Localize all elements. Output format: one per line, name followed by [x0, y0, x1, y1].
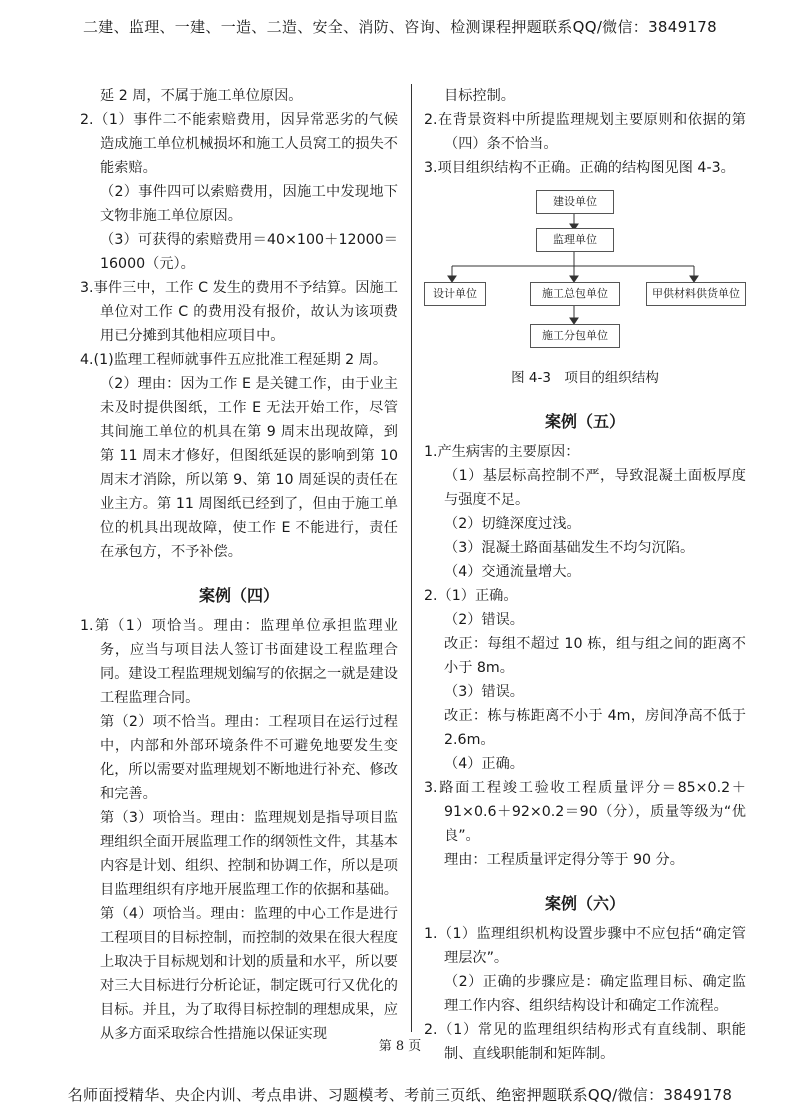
- paragraph: （2）错误。: [444, 612, 524, 628]
- paragraph: 1.（1）监理组织机构设置步骤中不应包括“确定管理层次”。: [424, 926, 746, 966]
- node-design: 设计单位: [424, 282, 486, 306]
- left-column: [80, 84, 398, 1046]
- header-banner: 二建、监理、一建、一造、二造、安全、消防、咨询、检测课程押题联系QQ/微信：3849178: [83, 18, 717, 36]
- footer-banner: 名师面授精华、央企内训、考点串讲、习题模考、考前三页纸、绝密押题联系QQ/微信：3849178: [67, 1086, 733, 1104]
- node-supervisor: 监理单位: [536, 228, 614, 252]
- org-chart-figure: [424, 184, 746, 364]
- paragraph: 第（2）项不恰当。理由：工程项目在运行过程中，内部和外部环境条件不可避免地要发生变化，所以需要对监理规划不断地进行补充、修改和完善。: [100, 714, 398, 802]
- section-heading-case-6: 案例（六）: [544, 894, 625, 913]
- figure-caption: 图 4-3 项目的组织结构: [511, 370, 659, 386]
- paragraph: 2.（1）事件二不能索赔费用，因异常恶劣的气候造成施工单位机械损坏和施工人员窝工的损失不能索赔。: [80, 112, 398, 176]
- paragraph: （3）混凝土路面基础发生不均匀沉陷。: [444, 540, 695, 556]
- paragraph: 3.路面工程竣工验收工程质量评分＝85×0.2＋91×0.6＋92×0.2＝90（分），质量等级为“优良”。: [424, 780, 746, 844]
- paragraph: 延 2 周，不属于施工单位原因。: [100, 88, 303, 104]
- node-subcontractor: 施工分包单位: [530, 324, 620, 348]
- section-heading-case-4: 案例（四）: [198, 586, 279, 605]
- page-number: 第 8 页: [378, 1039, 422, 1054]
- paragraph: 改正：每组不超过 10 栋，组与组之间的距离不小于 8m。: [444, 636, 746, 676]
- node-owner: 建设单位: [536, 190, 614, 214]
- paragraph: 第（3）项恰当。理由：监理规划是指导项目监理组织全面开展监理工作的纲领性文件，其基本内容是计划、组织、控制和协调工作，所以是项目监理组织有序地开展监理工作的依据和基础。: [100, 810, 398, 898]
- right-column: [424, 84, 746, 1066]
- paragraph: （3）可获得的索赔费用＝40×100＋12000＝16000（元）。: [100, 232, 398, 272]
- paragraph: 目标控制。: [444, 88, 515, 104]
- paragraph: 1.产生病害的主要原因：: [424, 444, 580, 460]
- paragraph: （2）理由：因为工作 E 是关键工作，由于业主未及时提供图纸，工作 E 无法开始工作，尽管其间施工单位的机具在第 9 周末出现故障，到第 11 周末才修好，但图纸延误的影响到第 10 周末才消除，所以第 9、第 10 周延误的责任在业主方。第 11 周图纸已经到了，但由于施工单位的机具出现故障，使工作 E 不能进行，责任在承包方，不予补偿。: [100, 376, 398, 560]
- paragraph: 2.在背景资料中所提监理规划主要原则和依据的第（四）条不恰当。: [424, 112, 746, 152]
- node-material-supplier: 甲供材料供货单位: [646, 282, 746, 306]
- paragraph: （1）基层标高控制不严，导致混凝土面板厚度与强度不足。: [444, 468, 746, 508]
- node-general-contractor: 施工总包单位: [530, 282, 620, 306]
- paragraph: 第（4）项恰当。理由：监理的中心工作是进行工程项目的目标控制，而控制的效果在很大程度上取决于目标规划和计划的质量和水平，所以要对三大目标进行分析论证，制定既可行又优化的目标。并且，为了取得目标控制的理想成果，应从多方面采取综合性措施以保证实现: [100, 906, 398, 1042]
- paragraph: 2.（1）常见的监理组织结构形式有直线制、职能制、直线职能制和矩阵制。: [424, 1022, 746, 1062]
- paragraph: （2）事件四可以索赔费用，因施工中发现地下文物非施工单位原因。: [100, 184, 398, 224]
- column-divider: [411, 84, 412, 1032]
- paragraph: 理由：工程质量评定得分等于 90 分。: [444, 852, 684, 868]
- paragraph: （3）错误。: [444, 684, 524, 700]
- paragraph: （2）正确的步骤应是：确定监理目标、确定监理工作内容、组织结构设计和确定工作流程。: [444, 974, 746, 1014]
- paragraph: 改正：栋与栋距离不小于 4m，房间净高不低于 2.6m。: [444, 708, 746, 748]
- paragraph: （4）交通流量增大。: [444, 564, 581, 580]
- paragraph: （4）正确。: [444, 756, 524, 772]
- paragraph: （2）切缝深度过浅。: [444, 516, 581, 532]
- paragraph: 3.项目组织结构不正确。正确的结构图见图 4-3。: [424, 160, 735, 176]
- paragraph: 1.第（1）项恰当。理由：监理单位承担监理业务，应当与项目法人签订书面建设工程监理合同。建设工程监理规划编写的依据之一就是建设工程监理合同。: [80, 618, 398, 706]
- paragraph: 4.(1)监理工程师就事件五应批准工程延期 2 周。: [80, 352, 388, 368]
- paragraph: 2.（1）正确。: [424, 588, 518, 604]
- section-heading-case-5: 案例（五）: [544, 412, 625, 431]
- paragraph: 3.事件三中，工作 C 发生的费用不予结算。因施工单位对工作 C 的费用没有报价，故认为该项费用已分摊到其他相应项目中。: [80, 280, 398, 344]
